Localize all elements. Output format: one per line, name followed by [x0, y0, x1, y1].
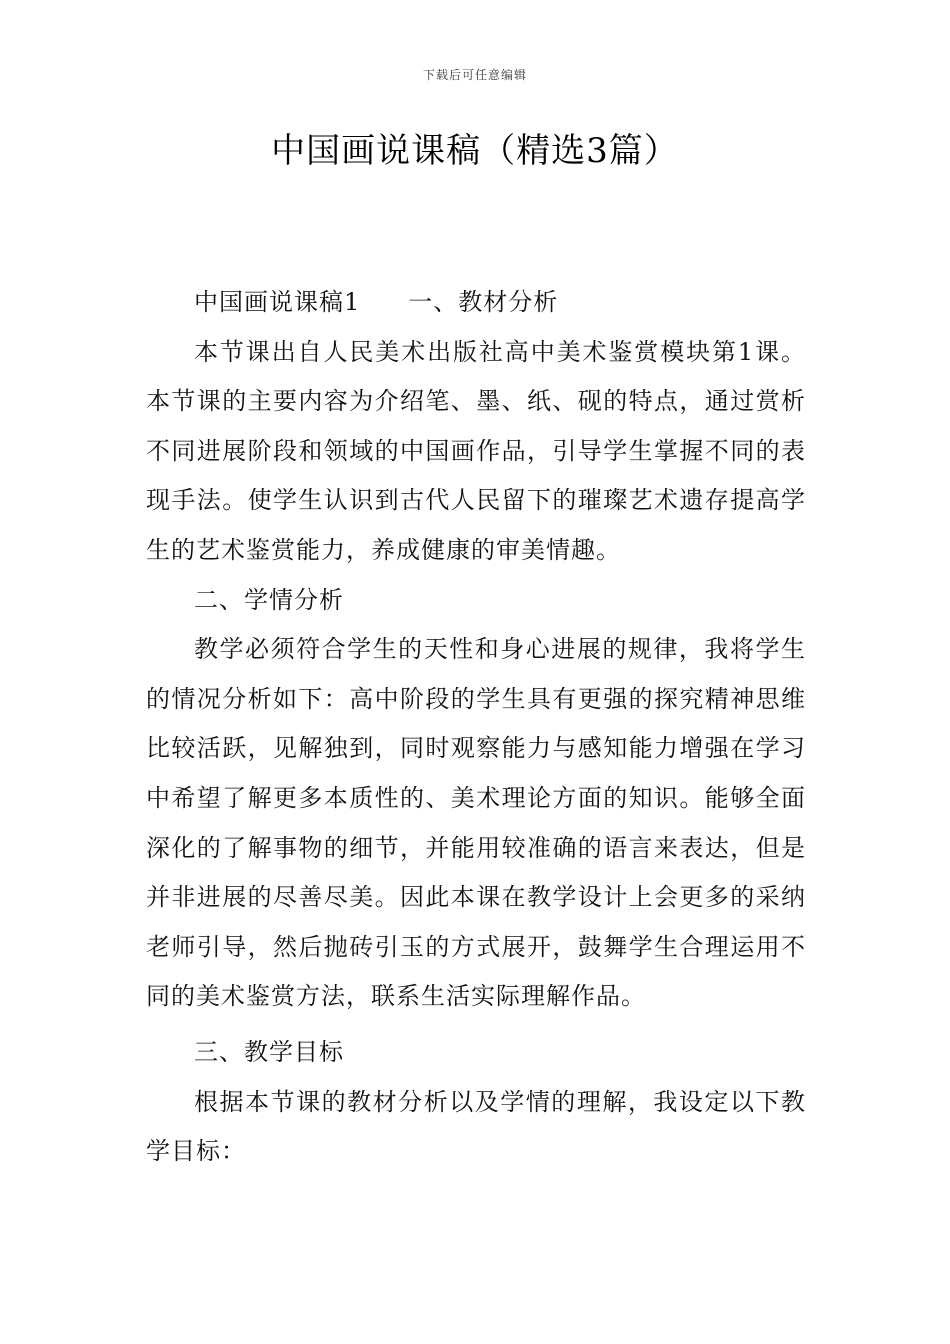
section-heading-one: 一、教材分析 [408, 288, 559, 316]
document-title: 中国画说课稿（精选3篇） [271, 131, 679, 171]
paragraph-textbook-analysis: 本节课出自人民美术出版社高中美术鉴赏模块第1课。本节课的主要内容为介绍笔、墨、纸、砚的特点，通过赏析不同进展阶段和领域的中国画作品，引导学生掌握不同的表现手法。使学生认识到古代人民留下的璀璨艺术遗存提高学生的艺术鉴赏能力，养成健康的审美情趣。 [146, 337, 806, 564]
intro-line [146, 278, 806, 328]
section-heading-two: 二、学情分析 [194, 585, 344, 614]
paragraph-student-analysis: 教学必须符合学生的天性和身心进展的规律，我将学生的情况分析如下：高中阶段的学生具有更强的探究精神思维比较活跃，见解独到，同时观察能力与感知能力增强在学习中希望了解更多本质性的、美术理论方面的知识。能够全面深化的了解事物的细节，并能用较准确的语言来表达，但是并非进展的尽善尽美。因此本课在教学设计上会更多的采纳老师引导，然后抛砖引玉的方式展开，鼓舞学生合理运用不同的美术鉴赏方法，联系生活实际理解作品。 [146, 635, 806, 1011]
part-label: 中国画说课稿1 [194, 288, 361, 316]
document-body [146, 278, 806, 1177]
section-heading-three: 三、教学目标 [194, 1037, 344, 1066]
paragraph-teaching-goals: 根据本节课的教材分析以及学情的理解，我设定以下教学目标： [146, 1087, 806, 1166]
header-note: 下载后可任意编辑 [422, 68, 527, 82]
